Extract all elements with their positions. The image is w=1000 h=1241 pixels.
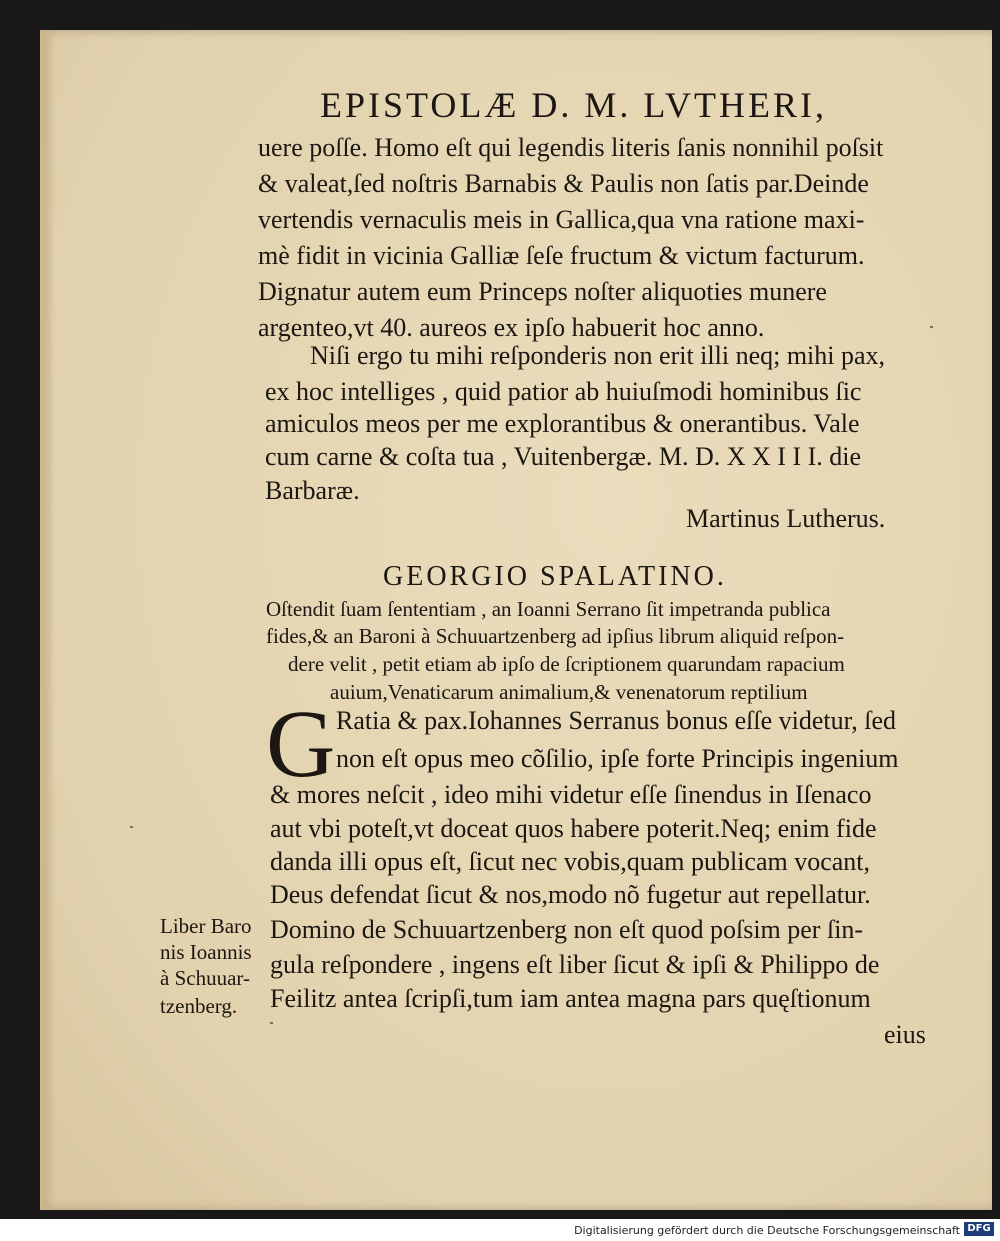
letter1-line: Niſi ergo tu mihi reſponderis non erit illi neq; mihi pax, bbox=[310, 341, 886, 370]
drop-cap: G bbox=[266, 690, 336, 797]
letter1-line: uere poſſe. Homo eſt qui legendis literis ſanis nonnihil poſsit bbox=[258, 133, 884, 162]
letter-summary-line: Oſtendit ſuam ſententiam , an Ioanni Serrano ſit impetranda publica bbox=[266, 597, 831, 621]
letter2-line: non eſt opus meo cõſilio, ipſe forte Principis ingenium bbox=[336, 744, 899, 773]
running-head: EPISTOLÆ D. M. LVTHERI, bbox=[320, 85, 828, 125]
ink-speck bbox=[270, 1022, 273, 1024]
marginal-note-line: Liber Baro bbox=[160, 914, 252, 938]
letter2-line: danda illi opus eſt, ſicut nec vobis,quam publicam vocant, bbox=[270, 847, 871, 876]
page-gutter-shadow bbox=[40, 30, 54, 1210]
letter2-line: Ratia & pax.Iohannes Serranus bonus eſſe videtur, ſed bbox=[336, 706, 896, 735]
letter-summary-line: dere velit , petit etiam ab ipſo de ſcriptionem quarundam rapacium bbox=[288, 652, 845, 676]
catchword: eius bbox=[884, 1020, 926, 1049]
letter1-line: ex hoc intelliges , quid patior ab huiuſmodi hominibus ſic bbox=[265, 377, 862, 406]
letter2-line: gula reſpondere , ingens eſt liber ſicut & ipſi & Philippo de bbox=[270, 950, 880, 979]
letter1-line: amiculos meos per me explorantibus & onerantibus. Vale bbox=[265, 409, 860, 438]
letter2-line: Deus defendat ſicut & nos,modo nõ fugetur aut repellatur. bbox=[270, 880, 871, 909]
letter2-line: Domino de Schuuartzenberg non eſt quod poſsim per ſin- bbox=[270, 915, 864, 944]
ink-speck bbox=[930, 326, 933, 328]
letter1-line: Barbaræ. bbox=[265, 476, 360, 505]
letter2-line: aut vbi poteſt,vt doceat quos habere poterit.Neq; enim fide bbox=[270, 814, 877, 843]
dfg-logo: DFG bbox=[964, 1222, 994, 1236]
letter1-line: argenteo,vt 40. aureos ex ipſo habuerit hoc anno. bbox=[258, 313, 765, 342]
footer-credit: Digitalisierung gefördert durch die Deutsche Forschungsgemeinschaft bbox=[574, 1224, 960, 1237]
letter1-line: & valeat,ſed noſtris Barnabis & Paulis non ſatis par.Deinde bbox=[258, 169, 869, 198]
letter-heading: GEORGIO SPALATINO. bbox=[383, 561, 727, 592]
marginal-note-line: tzenberg. bbox=[160, 994, 238, 1018]
letter1-line: vertendis vernaculis meis in Gallica,qua vna ratione maxi- bbox=[258, 205, 865, 234]
marginal-note-line: nis Ioannis bbox=[160, 940, 252, 964]
letter2-line: & mores neſcit , ideo mihi videtur eſſe ſinendus in Iſenaco bbox=[270, 780, 872, 809]
letter1-line: Dignatur autem eum Princeps noſter aliquoties munere bbox=[258, 277, 827, 306]
signature: Martinus Lutherus. bbox=[686, 504, 886, 533]
marginal-note-line: à Schuuar- bbox=[160, 966, 250, 990]
letter-summary-line: auium,Venaticarum animalium,& venenatorum reptilium bbox=[330, 680, 808, 704]
letter1-line: mè fidit in vicinia Galliæ ſeſe fructum & victum facturum. bbox=[258, 241, 865, 270]
ink-speck bbox=[130, 826, 133, 828]
letter2-line: Feilitz antea ſcripſi,tum iam antea magna pars quęſtionum bbox=[270, 984, 871, 1013]
letter-summary-line: fides,& an Baroni à Schuuartzenberg ad ipſius librum aliquid reſpon- bbox=[266, 624, 845, 648]
letter1-line: cum carne & coſta tua , Vuitenbergæ. M. D. X X I I I. die bbox=[265, 442, 862, 471]
